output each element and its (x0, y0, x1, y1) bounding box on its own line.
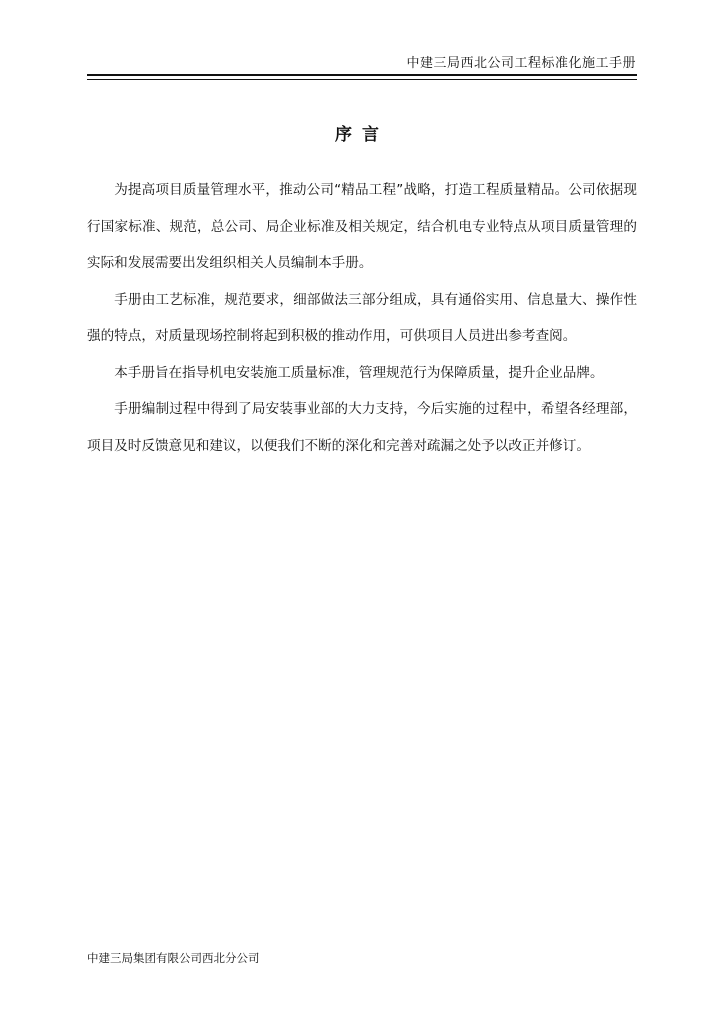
paragraph-4: 手册编制过程中得到了局安装事业部的大力支持，今后实施的过程中，希望各经理部，项目及时反馈意见和建议，以便我们不断的深化和完善对疏漏之处予以改正并修订。 (87, 401, 637, 454)
header-rule-thin (87, 79, 637, 80)
footer-company: 中建三局集团有限公司西北分公司 (87, 951, 260, 965)
document-body (87, 172, 637, 464)
paragraph-1: 为提高项目质量管理水平，推动公司“精品工程”战略，打造工程质量精品。公司依据现行国家标准、规范，总公司、局企业标准及相关规定，结合机电专业特点从项目质量管理的实际和发展需要出发组织相关人员编制本手册。 (87, 182, 637, 271)
document-title: 序言 (335, 125, 389, 145)
paragraph-2: 手册由工艺标准，规范要求，细部做法三部分组成，具有通俗实用、信息量大、操作性强的特点，对质量现场控制将起到积极的推动作用，可供项目人员进出参考查阅。 (87, 291, 637, 344)
paragraph-3: 本手册旨在指导机电安装施工质量标准，管理规范行为保障质量，提升企业品牌。 (114, 364, 604, 381)
header-title: 中建三局西北公司工程标准化施工手册 (406, 56, 636, 71)
header-rule-thick (87, 74, 637, 76)
